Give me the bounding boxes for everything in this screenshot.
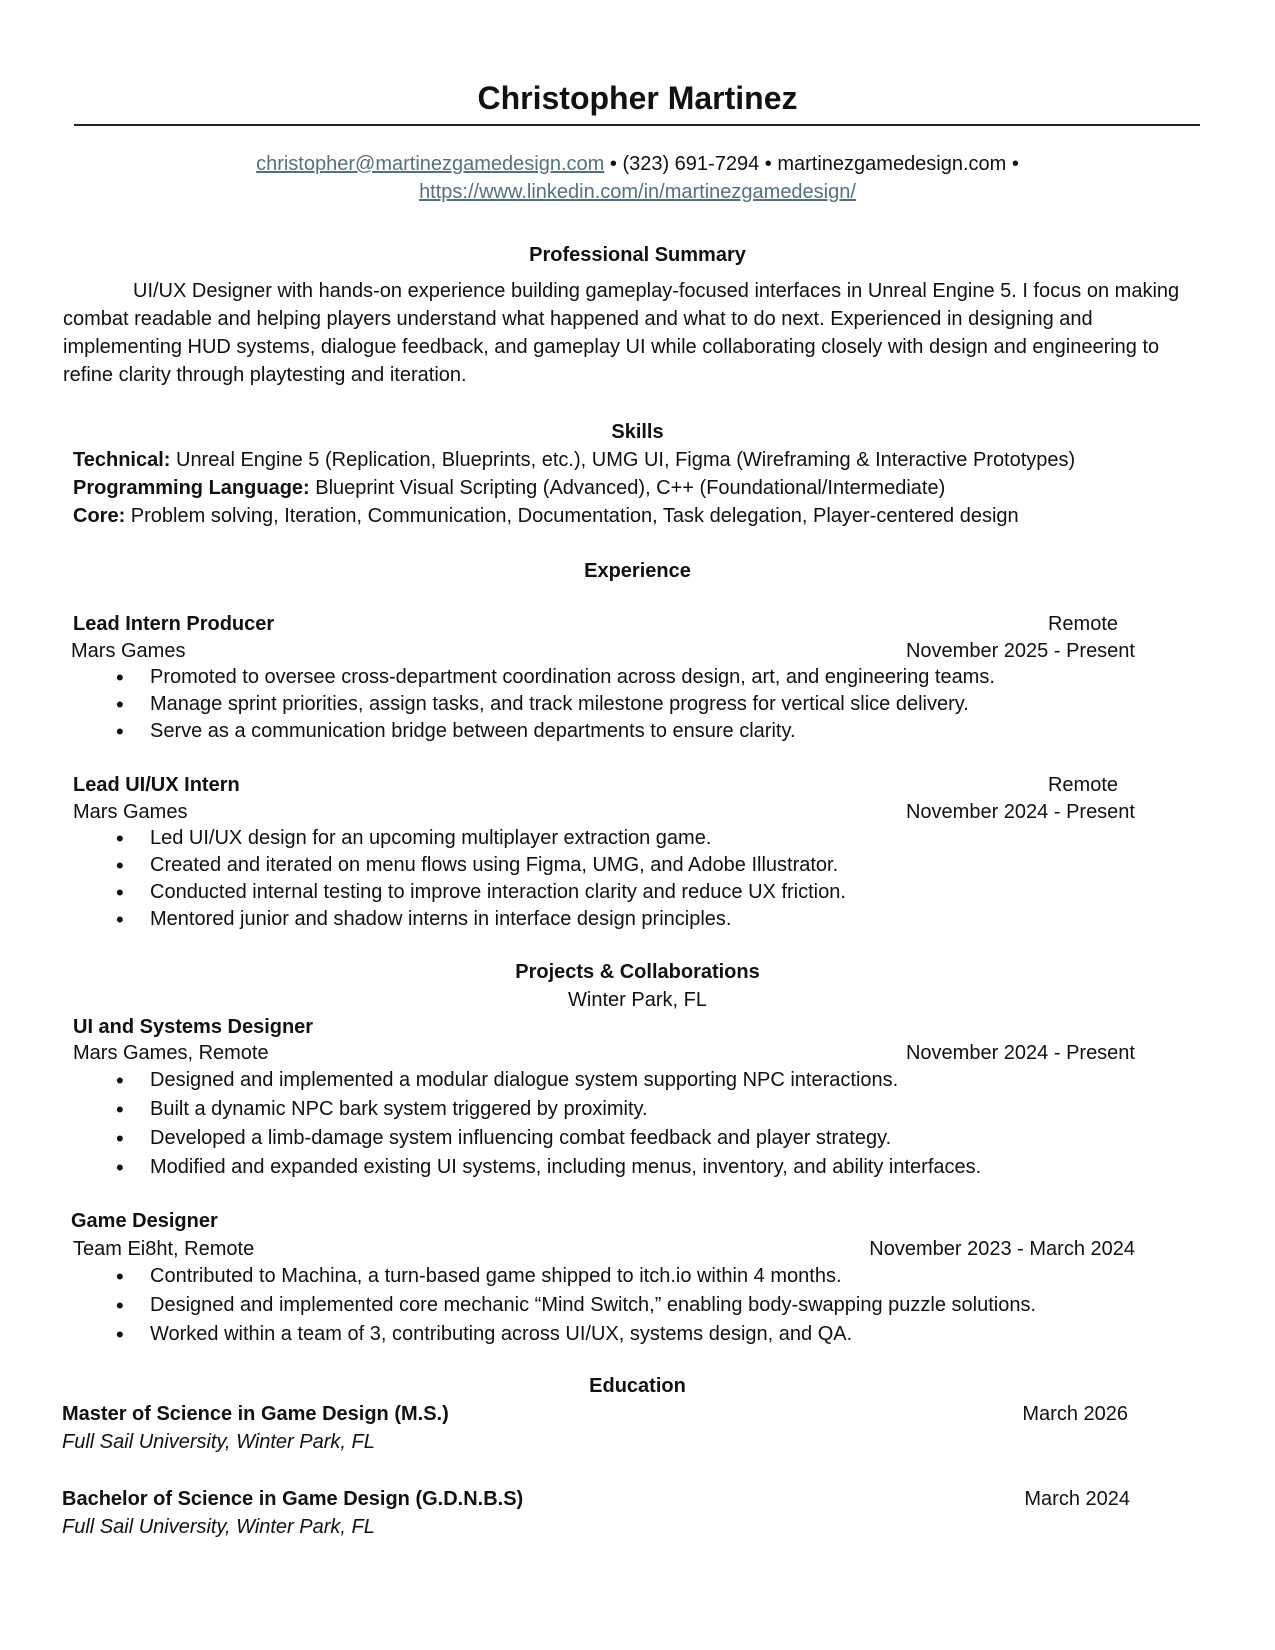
degree-title: Master of Science in Game Design (M.S.) [62,1403,449,1425]
contact-line-2 [0,182,1275,202]
degree-school: Full Sail University, Winter Park, FL [62,1431,375,1453]
degree-row [62,1404,1128,1430]
project-company: Team Ei8ht, Remote [73,1238,255,1260]
separator: • [759,153,778,175]
header-divider [74,124,1200,126]
email-link[interactable]: christopher@martinezgamedesign.com [256,153,605,175]
job-title-row [73,775,1118,801]
section-heading-skills: Skills [611,421,664,443]
project-dates: November 2024 - Present [905,1042,1135,1064]
list-item: • Led UI/UX design for an upcoming multiplayer extraction game. [116,825,846,852]
skills-row-programming [73,478,945,498]
job-title: Lead UI/UX Intern [73,774,240,796]
section-heading-projects: Projects & Collaborations [515,961,760,983]
job-location: Remote [1047,613,1118,635]
skills-value: Blueprint Visual Scripting (Advanced), C++ (Foundational/Intermediate) [309,477,946,499]
separator: • [1006,153,1019,175]
job-location: Remote [1047,774,1118,796]
degree-school: Full Sail University, Winter Park, FL [62,1516,375,1538]
skills-row-technical [73,450,1075,470]
projects-subheading: Winter Park, FL [568,989,707,1011]
degree-title: Bachelor of Science in Game Design (G.D.N.B.S) [62,1488,524,1510]
skills-label: Technical: [73,449,171,471]
list-item: • Worked within a team of 3, contributing across UI/UX, systems design, and QA. [116,1320,1036,1349]
linkedin-link[interactable]: https://www.linkedin.com/in/martinezgamedesign/ [419,181,856,203]
skills-value: Problem solving, Iteration, Communication, Documentation, Task delegation, Player-centered design [125,505,1019,527]
list-item: • Manage sprint priorities, assign tasks, and track milestone progress for vertical slice delivery. [116,691,995,718]
job-company: Mars Games [73,801,188,823]
section-heading-summary: Professional Summary [529,244,746,266]
section-heading-education: Education [589,1375,686,1397]
separator: • [604,153,623,175]
list-item: • Conducted internal testing to improve interaction clarity and reduce UX friction. [116,879,846,906]
list-item: • Designed and implemented a modular dialogue system supporting NPC interactions. [116,1066,981,1095]
list-item: • Contributed to Machina, a turn-based game shipped to itch.io within 4 months. [116,1262,1036,1291]
list-item: • Promoted to oversee cross-department coordination across design, art, and engineering teams. [116,664,995,691]
website-text: martinezgamedesign.com [777,153,1007,175]
project-bullets [116,1262,1036,1349]
skills-label: Programming Language: [73,477,310,499]
phone-number: (323) 691-7294 [622,153,760,175]
skills-row-core [73,506,1019,526]
summary-paragraph: UI/UX Designer with hands-on experience building gameplay-focused interfaces in Unreal Engine 5. I focus on making combat readable and helping players understand what happened and what to do next. Experienced in designing and implementing HUD systems, dialogue feedback, and gameplay UI while collaborating closely with design and engineering to refine clarity through playtesting and iteration. [63,280,1180,386]
job-bullets [116,664,995,745]
list-item: • Built a dynamic NPC bark system triggered by proximity. [116,1095,981,1124]
project-title: UI and Systems Designer [73,1016,314,1038]
list-item: • Mentored junior and shadow interns in interface design principles. [116,906,846,933]
list-item: • Serve as a communication bridge between departments to ensure clarity. [116,718,995,745]
resume-name: Christopher Martinez [477,80,798,116]
degree-date: March 2026 [1022,1403,1128,1425]
contact-line [0,154,1275,174]
job-title-row [73,614,1118,640]
job-bullets [116,825,846,933]
job-company: Mars Games [71,640,186,662]
project-bullets [116,1066,981,1182]
list-item: • Developed a limb-damage system influencing combat feedback and player strategy. [116,1124,981,1153]
degree-row [62,1489,1130,1515]
project-title-row [71,1211,1135,1237]
list-item: • Created and iterated on menu flows using Figma, UMG, and Adobe Illustrator. [116,852,846,879]
project-title: Game Designer [71,1210,218,1232]
section-heading-experience: Experience [584,560,691,582]
project-dates: November 2023 - March 2024 [869,1238,1135,1260]
job-title: Lead Intern Producer [73,613,275,635]
skills-label: Core: [73,505,126,527]
skills-value: Unreal Engine 5 (Replication, Blueprints, etc.), UMG UI, Figma (Wireframing & Interactive Prototypes) [170,449,1076,471]
degree-date: March 2024 [1024,1488,1130,1510]
list-item: • Designed and implemented core mechanic “Mind Switch,” enabling body-swapping puzzle solutions. [116,1291,1036,1320]
job-dates: November 2024 - Present [905,801,1135,823]
project-company: Mars Games, Remote [73,1042,269,1064]
list-item: • Modified and expanded existing UI systems, including menus, inventory, and ability interfaces. [116,1153,981,1182]
job-dates: November 2025 - Present [905,640,1135,662]
project-title-row [73,1017,1135,1043]
